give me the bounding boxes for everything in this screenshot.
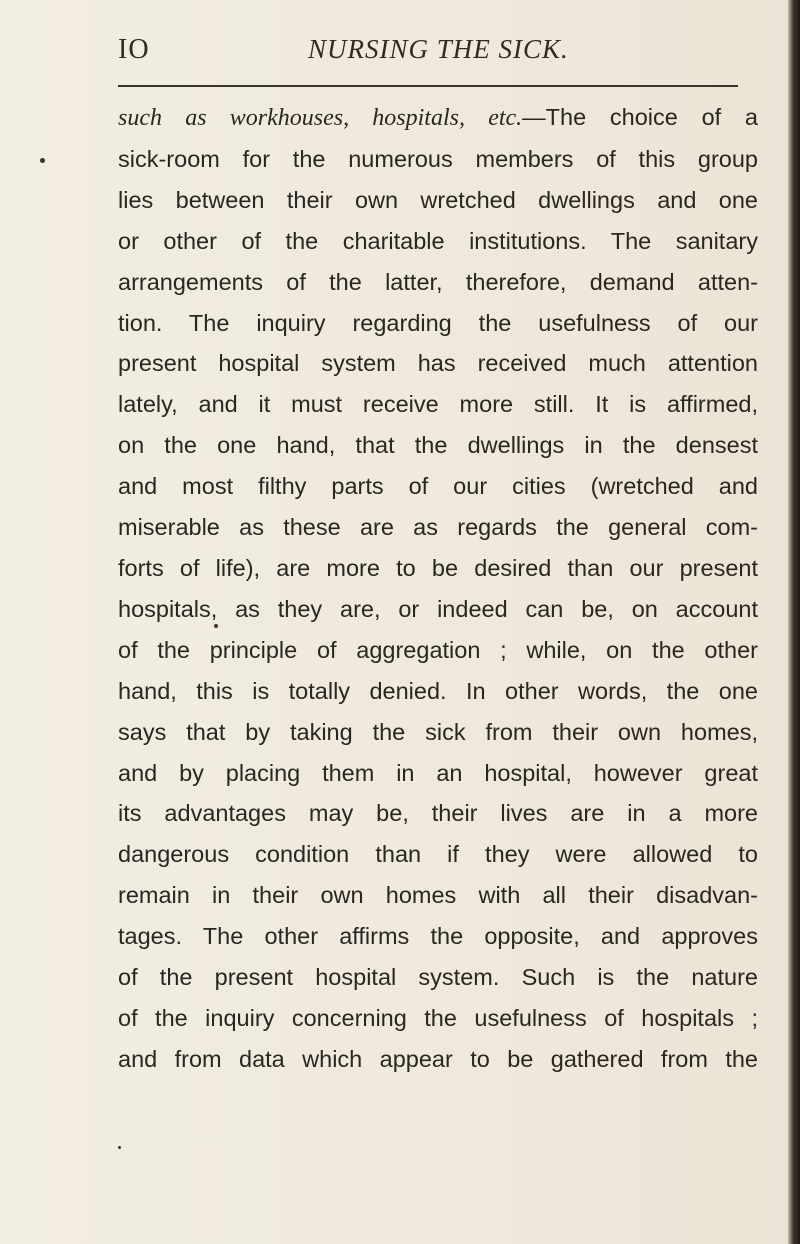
ink-speck bbox=[40, 158, 45, 163]
text-line: on the one hand, that the dwellings in the densest bbox=[118, 432, 758, 459]
ink-speck bbox=[118, 1146, 121, 1149]
text-line: arrangements of the latter, therefore, demand atten- bbox=[118, 268, 758, 295]
body-paragraph bbox=[118, 97, 758, 1080]
text-line: remain in their own homes with all their disadvan- bbox=[118, 882, 758, 909]
text-line: and from data which appear to be gathered from the bbox=[118, 1045, 758, 1072]
header-rule bbox=[118, 85, 738, 87]
text-line: of the principle of aggregation ; while, on the other bbox=[118, 636, 758, 663]
text-line: and most filthy parts of our cities (wretched and bbox=[118, 473, 758, 500]
italic-lead: such as workhouses, hospitals, etc. bbox=[118, 105, 523, 131]
page-header bbox=[118, 28, 738, 68]
page-edge-shadow bbox=[788, 0, 800, 1244]
text-line: tion. The inquiry regarding the usefulness of our bbox=[118, 309, 758, 336]
text-line: hand, this is totally denied. In other words, the one bbox=[118, 677, 758, 704]
text-line: tages. The other affirms the opposite, and approves bbox=[118, 923, 758, 950]
text-line: of the inquiry concerning the usefulness of hospitals ; bbox=[118, 1004, 758, 1031]
ink-speck bbox=[214, 624, 218, 628]
text-line: forts of life), are more to be desired than our present bbox=[118, 554, 758, 581]
running-title: NURSING THE SICK. bbox=[308, 34, 569, 64]
page-number: IO bbox=[118, 34, 150, 65]
text-line-1 bbox=[118, 97, 758, 139]
text-line: its advantages may be, their lives are in a more bbox=[118, 800, 758, 827]
text-line: sick-room for the numerous members of this group bbox=[118, 145, 758, 172]
text-line: hospitals, as they are, or indeed can be, on account bbox=[118, 595, 758, 622]
text-line: and by placing them in an hospital, however great bbox=[118, 759, 758, 786]
text-line: of the present hospital system. Such is the nature bbox=[118, 964, 758, 991]
text-line: or other of the charitable institutions. The sanitary bbox=[118, 227, 758, 254]
text-line: lately, and it must receive more still. It is affirmed, bbox=[118, 391, 758, 418]
text-line: miserable as these are as regards the general com- bbox=[118, 514, 758, 541]
text-line: lies between their own wretched dwellings and one bbox=[118, 186, 758, 213]
text-line: says that by taking the sick from their own homes, bbox=[118, 718, 758, 745]
text-line: dangerous condition than if they were allowed to bbox=[118, 841, 758, 868]
text-line: present hospital system has received much attention bbox=[118, 350, 758, 377]
lead-continuation: —The choice of a bbox=[522, 104, 758, 130]
